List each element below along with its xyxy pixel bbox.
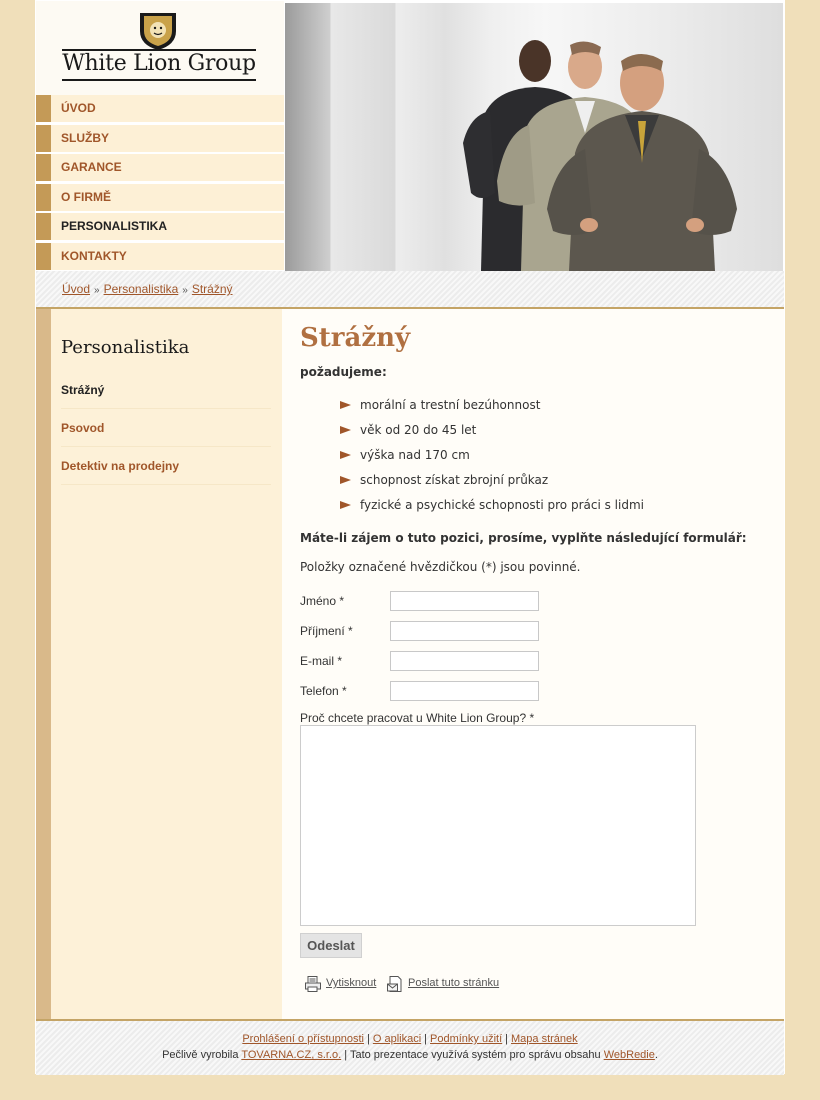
sidebar-item-label[interactable]: Psovod [61, 421, 105, 435]
footer [36, 1019, 784, 1075]
arrow-bullet-icon [340, 401, 351, 409]
nav-item-o-firme[interactable] [36, 184, 284, 211]
credit-cms-link[interactable]: WebRedie [603, 1049, 655, 1061]
sidebar-item-psovod[interactable] [61, 409, 271, 447]
first-name-field[interactable] [390, 591, 539, 611]
first-name-label: Jméno * [300, 594, 345, 608]
print-link[interactable]: Vytisknout [326, 977, 377, 989]
footer-credit [36, 1049, 784, 1061]
nav-label[interactable]: GARANCE [61, 160, 122, 174]
requirements-heading: požadujeme: [300, 365, 387, 379]
hero-people-illustration [285, 3, 783, 271]
send-page-link[interactable]: Poslat tuto stránku [408, 977, 500, 989]
credit-suffix: . [654, 1049, 658, 1061]
footer-link-about-app[interactable]: O aplikaci [372, 1033, 422, 1045]
last-name-field[interactable] [390, 621, 539, 641]
requirement-text: schopnost získat zbrojní průkaz [360, 473, 549, 487]
footer-link-sitemap[interactable]: Mapa stránek [511, 1033, 578, 1045]
breadcrumb-link-uvod[interactable]: Úvod [62, 282, 91, 296]
nav-label[interactable]: SLUŽBY [61, 130, 109, 145]
main-nav [36, 95, 284, 272]
lion-emblem-icon [136, 11, 180, 51]
nav-label[interactable]: PERSONALISTIKA [61, 219, 168, 233]
list-item [340, 472, 644, 497]
requirements-list [340, 397, 644, 522]
nav-bar [36, 184, 51, 211]
list-item [340, 397, 644, 422]
mandatory-note: Položky označené hvězdičkou (*) jsou povinné. [300, 560, 581, 574]
credit-company-link[interactable]: TOVARNA.CZ, s.r.o. [241, 1049, 342, 1061]
nav-label[interactable]: O FIRMĚ [61, 189, 111, 204]
footer-separator: | [367, 1033, 370, 1045]
phone-field[interactable] [390, 681, 539, 701]
send-page-icon [386, 975, 404, 993]
logo-area [36, 1, 284, 95]
requirement-text: fyzické a psychické schopnosti pro práci s lidmi [360, 498, 644, 512]
arrow-bullet-icon [340, 501, 351, 509]
footer-separator: | [424, 1033, 428, 1045]
phone-label: Telefon * [300, 684, 347, 698]
email-field[interactable] [390, 651, 539, 671]
breadcrumb-separator: » [182, 285, 188, 296]
why-label: Proč chcete pracovat u White Lion Group? * [300, 711, 535, 725]
interest-heading: Máte-li zájem o tuto pozici, prosíme, vyplňte následující formulář: [300, 531, 747, 545]
breadcrumb-separator: » [94, 285, 100, 296]
sidebar [36, 309, 282, 1019]
nav-item-sluzby[interactable] [36, 125, 284, 152]
list-item [340, 497, 644, 522]
nav-bar [36, 154, 51, 181]
logo-text: White Lion Group [62, 51, 256, 76]
arrow-bullet-icon [340, 426, 351, 434]
nav-label[interactable]: ÚVOD [61, 101, 96, 115]
why-textarea[interactable] [300, 725, 696, 926]
logo[interactable] [62, 11, 256, 81]
list-item [340, 447, 644, 472]
arrow-bullet-icon [340, 476, 351, 484]
credit-prefix: Pečlivě vyrobila [162, 1049, 242, 1061]
sidebar-item-detektiv[interactable] [61, 447, 271, 485]
breadcrumb-link-strazny[interactable]: Strážný [191, 282, 233, 296]
nav-bar [36, 125, 51, 152]
sidebar-item-strazny[interactable] [61, 371, 271, 409]
footer-link-accessibility[interactable]: Prohlášení o přístupnosti [242, 1033, 364, 1045]
nav-label[interactable]: KONTAKTY [61, 248, 127, 263]
nav-bar [36, 213, 51, 240]
sidebar-title: Personalistika [61, 337, 190, 358]
nav-item-uvod[interactable] [36, 95, 284, 122]
nav-bar [36, 95, 51, 122]
nav-item-kontakty[interactable] [36, 243, 284, 270]
nav-bar [36, 243, 51, 270]
arrow-bullet-icon [340, 451, 351, 459]
printer-icon [304, 975, 322, 993]
main-content [282, 309, 784, 1019]
footer-links [36, 1033, 784, 1045]
hero-image [285, 3, 783, 271]
list-item [340, 422, 644, 447]
requirement-text: morální a trestní bezúhonnost [360, 398, 541, 412]
email-label: E-mail * [300, 654, 343, 668]
last-name-label: Příjmení * [300, 624, 353, 638]
requirement-text: výška nad 170 cm [360, 448, 470, 462]
requirement-text: věk od 20 do 45 let [360, 423, 477, 437]
logo-rule-bottom [62, 79, 256, 81]
page [35, 0, 785, 1074]
sidebar-item-label[interactable]: Detektiv na prodejny [61, 459, 180, 473]
page-title: Strážný [300, 323, 411, 353]
footer-separator: | [505, 1033, 509, 1045]
credit-middle: | Tato prezentace využívá systém pro správu obsahu [341, 1049, 604, 1061]
submit-button[interactable]: Odeslat [300, 933, 362, 958]
breadcrumb-link-personalistika[interactable]: Personalistika [103, 282, 179, 296]
nav-item-garance[interactable] [36, 154, 284, 181]
sidebar-item-label[interactable]: Strážný [61, 383, 105, 397]
breadcrumb [36, 271, 784, 309]
footer-link-terms[interactable]: Podmínky užití [430, 1033, 503, 1045]
nav-item-personalistika[interactable] [36, 213, 284, 240]
